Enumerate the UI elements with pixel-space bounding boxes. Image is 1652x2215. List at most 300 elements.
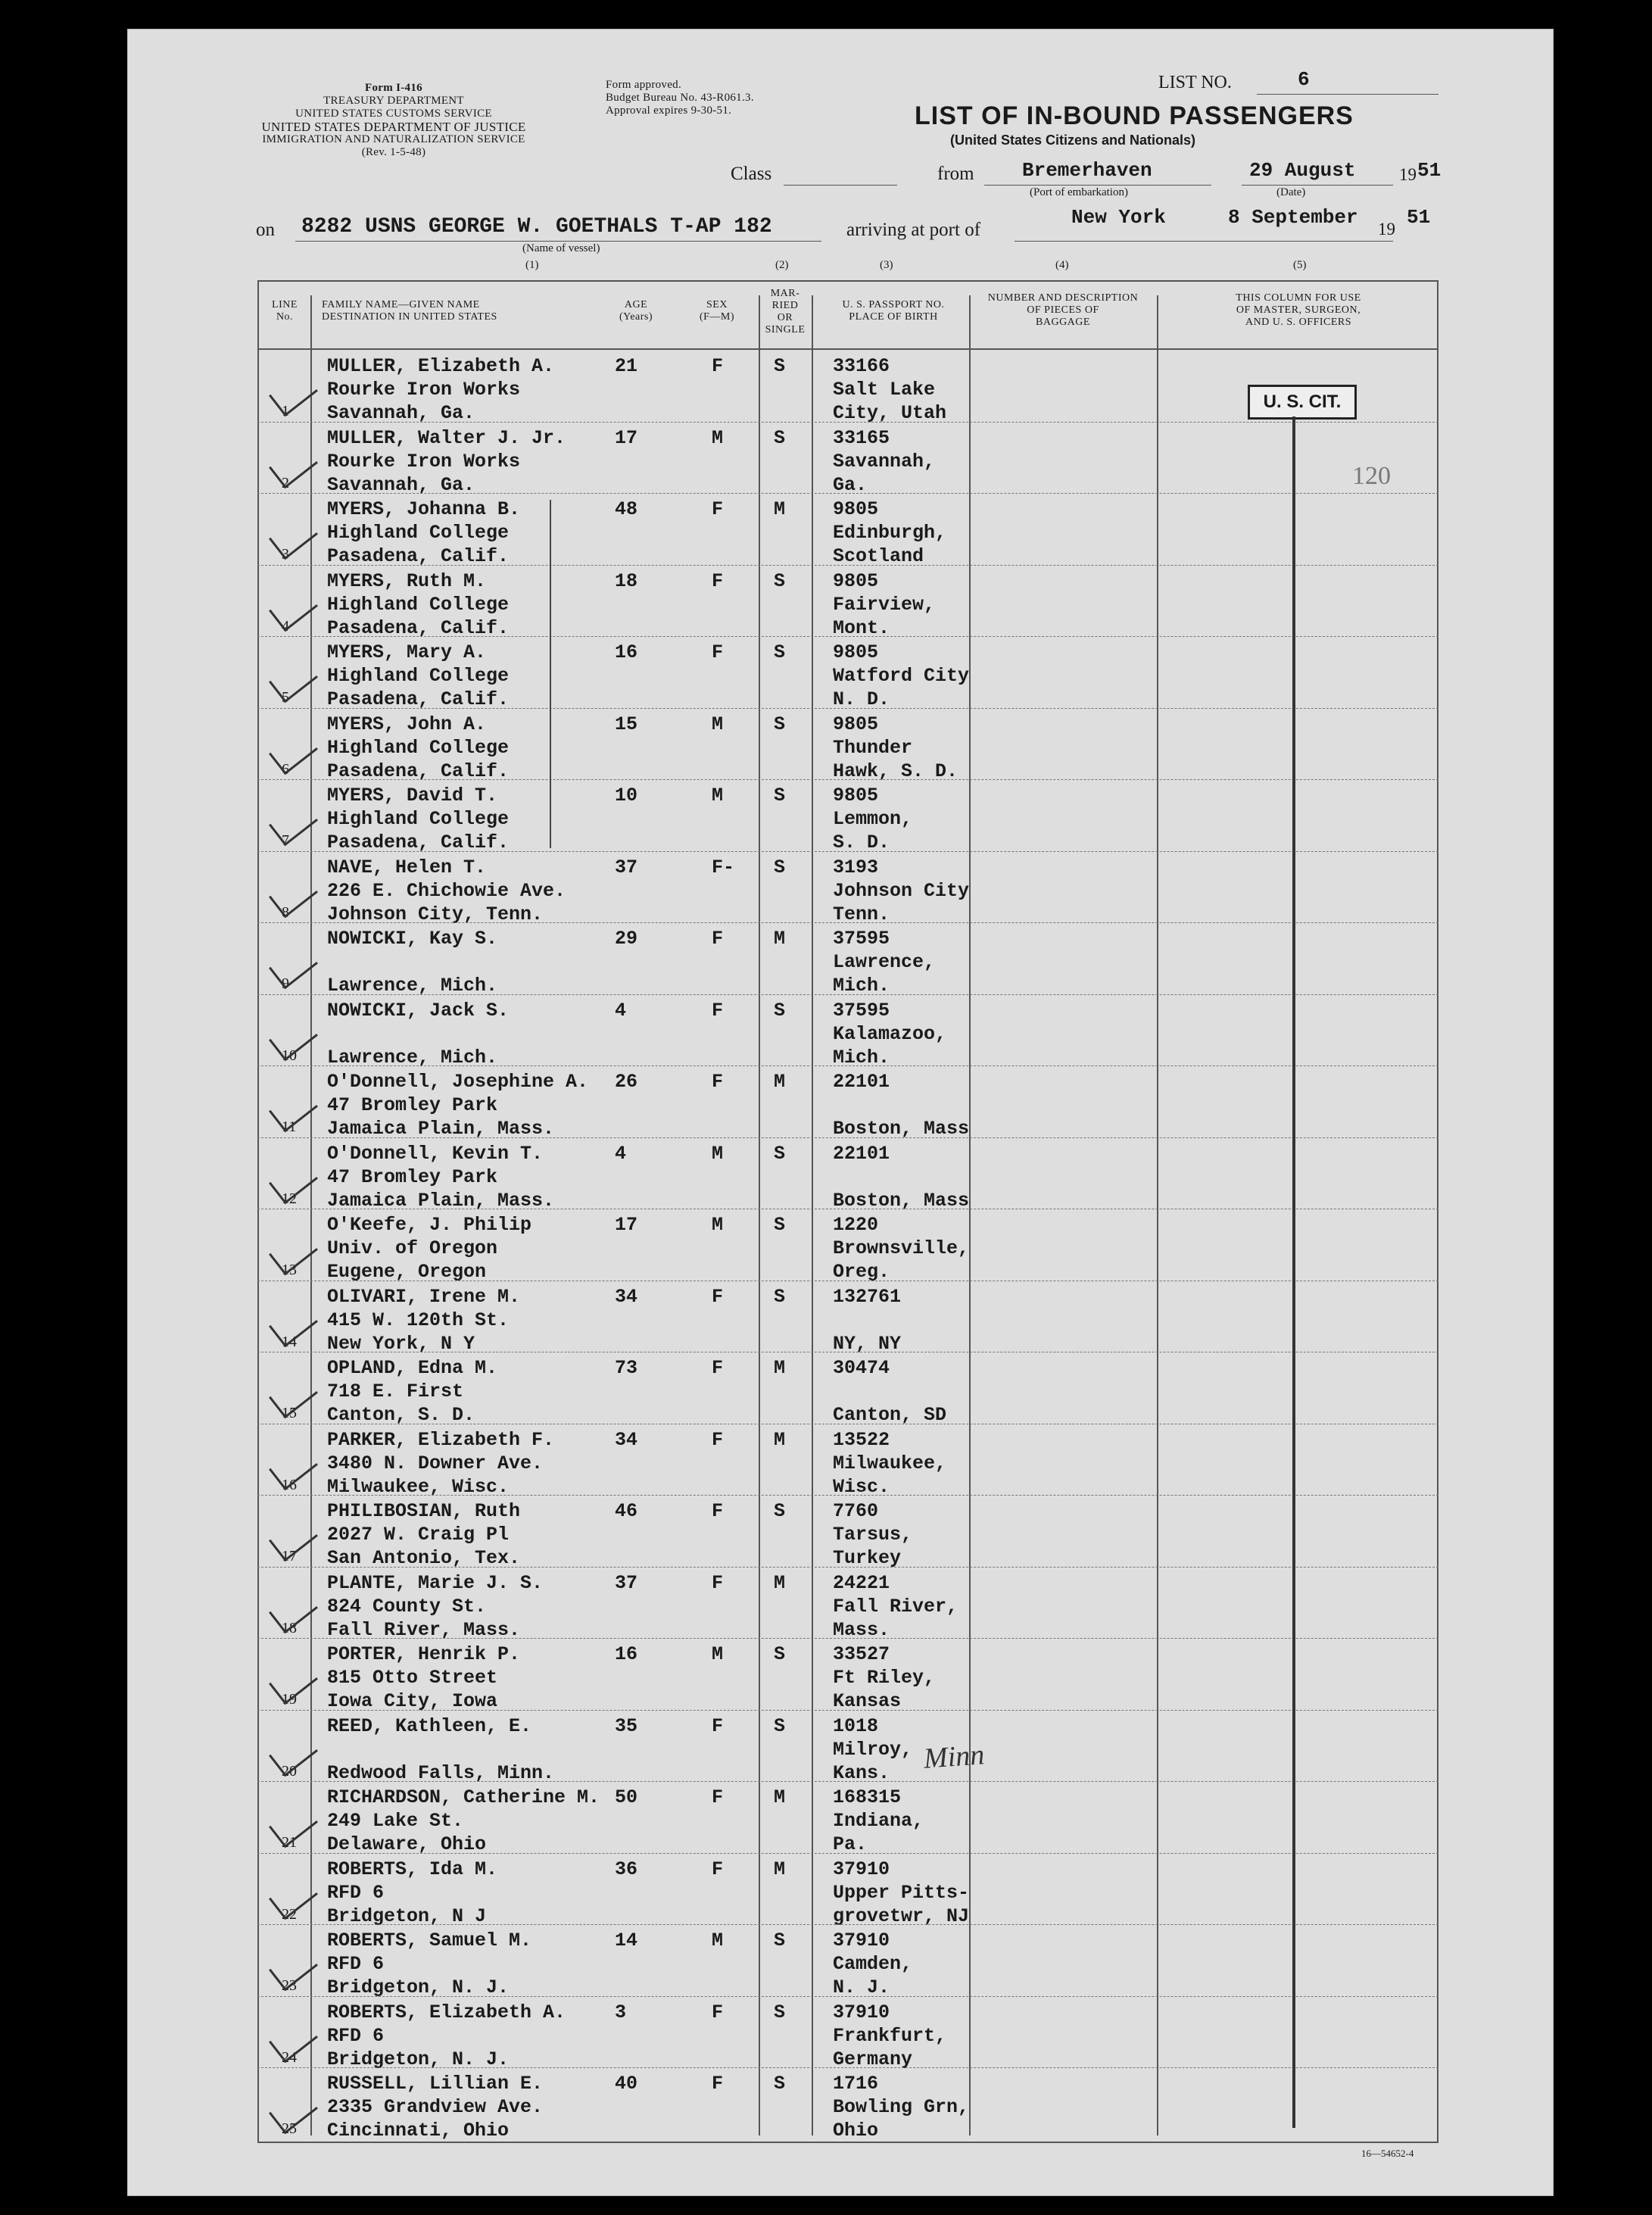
passenger-destination-2: Canton, S. D. — [327, 1404, 475, 1426]
passenger-sex: M — [712, 1930, 724, 1951]
passenger-name: RICHARDSON, Catherine M. — [327, 1786, 600, 1808]
justice-dept: UNITED STATES DEPARTMENT OF JUSTICE — [261, 120, 526, 134]
passenger-destination-2: New York, N Y — [327, 1332, 475, 1355]
passport-number: 22101 — [833, 1071, 890, 1093]
passport-number: 3193 — [833, 856, 879, 878]
passenger-age: 34 — [615, 1428, 638, 1451]
passenger-sex: M — [712, 713, 724, 735]
row-divider — [257, 1853, 1438, 1854]
passenger-destination-1: Rourke Iron Works — [327, 379, 521, 401]
vessel-caption: (Name of vessel) — [522, 242, 600, 254]
passenger-sex: M — [712, 1214, 724, 1236]
birthplace-1: Lemmon, — [833, 808, 913, 830]
passenger-destination-2: Delaware, Ohio — [327, 1833, 487, 1855]
passenger-marital-status: M — [774, 928, 786, 950]
birthplace-1: Watford City — [833, 665, 970, 687]
passenger-destination-1: 2027 W. Craig Pl — [327, 1524, 510, 1546]
passenger-destination-2: Fall River, Mass. — [327, 1618, 521, 1641]
passenger-destination-2: Lawrence, Mich. — [327, 975, 498, 997]
passenger-age: 29 — [615, 928, 638, 950]
departure-year: 51 — [1417, 159, 1442, 182]
passenger-destination-1: 249 Lake St. — [327, 1810, 464, 1832]
passenger-age: 17 — [615, 426, 638, 449]
passenger-name: MYERS, Ruth M. — [327, 569, 487, 592]
passport-number: 9805 — [833, 785, 879, 806]
line-number: 11 — [282, 1118, 297, 1135]
passenger-marital-status: S — [774, 1930, 786, 1951]
passenger-destination-2: Pasadena, Calif. — [327, 616, 510, 639]
passenger-sex: F — [712, 1714, 724, 1737]
form-approved: Form approved. — [606, 79, 682, 91]
row-divider — [257, 851, 1438, 852]
passenger-name: MYERS, Johanna B. — [327, 498, 521, 520]
birthplace-2: Boston, Mass — [833, 1118, 970, 1140]
line-number: 24 — [282, 2048, 297, 2066]
passenger-age: 4 — [615, 1142, 627, 1165]
col-num-3: (3) — [880, 259, 893, 271]
birthplace-2: Mont. — [833, 616, 890, 639]
birthplace-2: Germany — [833, 2048, 913, 2070]
birthplace-1: Tarsus, — [833, 1524, 913, 1546]
passport-number: 24221 — [833, 1571, 890, 1594]
passenger-sex: M — [712, 426, 724, 449]
passenger-age: 3 — [615, 2001, 627, 2023]
passenger-sex: F — [712, 1357, 724, 1379]
passenger-marital-status: S — [774, 2001, 786, 2023]
passport-number: 37595 — [833, 999, 890, 1022]
passenger-sex: M — [712, 1142, 724, 1165]
approval-expires: Approval expires 9-30-51. — [606, 105, 732, 117]
passenger-name: NOWICKI, Jack S. — [327, 999, 510, 1022]
passenger-sex: F — [712, 641, 724, 663]
table-row — [257, 1781, 1438, 1855]
passport-number: 37910 — [833, 1930, 890, 1951]
line-number: 14 — [282, 1333, 297, 1350]
table-row — [257, 779, 1438, 853]
passenger-destination-1: Rourke Iron Works — [327, 450, 521, 473]
table-row — [257, 851, 1438, 925]
passport-number: 7760 — [833, 1500, 879, 1522]
passenger-marital-status: M — [774, 1571, 786, 1594]
passenger-age: 21 — [615, 355, 638, 377]
line-number: 18 — [282, 1619, 297, 1636]
table-row — [257, 1853, 1438, 1927]
passenger-age: 4 — [615, 999, 627, 1022]
passenger-sex: F — [712, 999, 724, 1022]
passport-number: 132761 — [833, 1285, 902, 1308]
birthplace-1: Milwaukee, — [833, 1452, 947, 1474]
passenger-destination-2: Redwood Falls, Minn. — [327, 1761, 555, 1784]
passenger-name: MULLER, Elizabeth A. — [327, 355, 555, 377]
row-divider — [257, 1567, 1438, 1568]
birthplace-1: Indiana, — [833, 1810, 924, 1832]
passenger-sex: F — [712, 2001, 724, 2023]
passenger-name: OLIVARI, Irene M. — [327, 1285, 521, 1308]
passenger-age: 35 — [615, 1714, 638, 1737]
passenger-name: O'Donnell, Josephine A. — [327, 1071, 589, 1093]
budget-bureau: Budget Bureau No. 43-R061.3. — [606, 92, 754, 104]
passenger-age: 16 — [615, 641, 638, 663]
passenger-destination-2: Pasadena, Calif. — [327, 831, 510, 853]
passenger-marital-status: S — [774, 641, 786, 663]
row-divider — [257, 2067, 1438, 2068]
passport-number: 1018 — [833, 1714, 879, 1737]
row-divider — [257, 1065, 1438, 1066]
line-number: 20 — [282, 1762, 297, 1780]
footer-code: 16—54652-4 — [1361, 2148, 1414, 2159]
col-num-1: (1) — [525, 259, 539, 271]
birthplace-1: Upper Pitts- — [833, 1881, 970, 1904]
passenger-destination-1: Highland College — [327, 736, 510, 759]
birthplace-2: S. D. — [833, 831, 890, 853]
passenger-destination-2: Cincinnati, Ohio — [327, 2120, 510, 2142]
passenger-sex: F — [712, 1500, 724, 1522]
passenger-marital-status: S — [774, 1214, 786, 1236]
birthplace-1: Fairview, — [833, 593, 936, 616]
passenger-marital-status: S — [774, 1714, 786, 1737]
passenger-name: O'Keefe, J. Philip — [327, 1214, 532, 1236]
birthplace-2: Oreg. — [833, 1261, 890, 1283]
birthplace-2: grovetwr, NJ — [833, 1905, 970, 1927]
passenger-sex: F — [712, 355, 724, 377]
passenger-name: MYERS, Mary A. — [327, 641, 487, 663]
birthplace-1: Kalamazoo, — [833, 1022, 947, 1045]
line-number: 10 — [282, 1047, 297, 1064]
approval-block — [606, 79, 754, 117]
passport-number: 37910 — [833, 1858, 890, 1880]
us-citizen-stamp: U. S. CIT. — [1248, 385, 1357, 420]
table-row — [257, 565, 1438, 639]
line-number: 16 — [282, 1476, 297, 1493]
table-row — [257, 708, 1438, 782]
arrival-year: 51 — [1407, 206, 1431, 229]
port-of-embarkation: Bremerhaven — [1022, 159, 1152, 182]
passenger-sex: F — [712, 498, 724, 520]
passenger-destination-2: Eugene, Oregon — [327, 1261, 487, 1283]
passport-number: 33166 — [833, 355, 890, 377]
row-divider — [257, 708, 1438, 709]
passenger-destination-2: Iowa City, Iowa — [327, 1690, 498, 1712]
passenger-sex: F — [712, 569, 724, 592]
passenger-destination-2: Bridgeton, N. J. — [327, 1976, 510, 1998]
passport-number: 9805 — [833, 641, 879, 663]
birthplace-1: Savannah, — [833, 450, 936, 473]
passenger-name: PORTER, Henrik P. — [327, 1643, 521, 1665]
passport-number: 37910 — [833, 2001, 890, 2023]
passenger-marital-status: S — [774, 785, 786, 806]
line-number: 2 — [282, 474, 289, 491]
on-label: on — [256, 220, 275, 240]
passenger-sex: F — [712, 1786, 724, 1808]
birthplace-2: Pa. — [833, 1833, 868, 1855]
line-number: 13 — [282, 1262, 297, 1278]
margin-number: 120 — [1352, 462, 1391, 490]
birthplace-1: Frankfurt, — [833, 2024, 947, 2047]
birthplace-1: Bowling Grn, — [833, 2096, 970, 2118]
class-label: Class — [731, 164, 772, 184]
table-row — [257, 1209, 1438, 1283]
passenger-sex: F- — [712, 856, 735, 878]
table-row — [257, 636, 1438, 710]
passenger-sex: F — [712, 2073, 724, 2095]
passport-number: 33527 — [833, 1643, 890, 1665]
passenger-sex: F — [712, 1858, 724, 1880]
passenger-destination-1: Highland College — [327, 593, 510, 616]
table-row — [257, 1996, 1438, 2070]
passenger-sex: F — [712, 1285, 724, 1308]
passenger-destination-1: 415 W. 120th St. — [327, 1309, 510, 1331]
row-divider — [257, 1495, 1438, 1496]
passenger-sex: F — [712, 928, 724, 950]
passenger-name: MYERS, John A. — [327, 713, 487, 735]
passport-number: 30474 — [833, 1357, 890, 1379]
line-number: 19 — [282, 1691, 297, 1708]
table-row — [257, 1710, 1438, 1784]
line-number: 21 — [282, 1834, 297, 1851]
row-divider — [257, 1924, 1438, 1925]
birthplace-1: Milroy, — [833, 1738, 913, 1761]
birthplace-2: Canton, SD — [833, 1404, 947, 1426]
birthplace-2: Turkey — [833, 1547, 902, 1569]
passenger-destination-1: Univ. of Oregon — [327, 1237, 498, 1259]
passport-number: 13522 — [833, 1428, 890, 1451]
passenger-destination-2: Savannah, Ga. — [327, 473, 475, 496]
passenger-marital-status: S — [774, 1285, 786, 1308]
passenger-name: ROBERTS, Samuel M. — [327, 1930, 532, 1951]
passenger-name: MULLER, Walter J. Jr. — [327, 426, 566, 449]
passport-number: 9805 — [833, 713, 879, 735]
passenger-destination-2: Lawrence, Mich. — [327, 1046, 498, 1069]
header-line-no: LINE No. — [272, 299, 298, 323]
passenger-destination-1: 718 E. First — [327, 1380, 464, 1402]
passenger-marital-status: M — [774, 1858, 786, 1880]
list-no-label: LIST NO. — [1158, 73, 1232, 92]
passenger-age: 17 — [615, 1214, 638, 1236]
handwritten-note: Minn — [922, 1739, 986, 1775]
row-divider — [257, 922, 1438, 923]
birthplace-2: NY, NY — [833, 1332, 902, 1355]
arrival-year-prefix: 19 — [1378, 220, 1395, 239]
table-row — [257, 1567, 1438, 1641]
birthplace-1: Edinburgh, — [833, 522, 947, 544]
passenger-name: REED, Kathleen, E. — [327, 1714, 532, 1737]
passenger-destination-2: Pasadena, Calif. — [327, 688, 510, 710]
passport-number: 22101 — [833, 1142, 890, 1165]
birthplace-2: Kans. — [833, 1761, 890, 1784]
table-row — [257, 1137, 1438, 1212]
passenger-age: 50 — [615, 1786, 638, 1808]
passenger-name: ROBERTS, Ida M. — [327, 1858, 498, 1880]
passport-number: 168315 — [833, 1786, 902, 1808]
table-row — [257, 1924, 1438, 1998]
passenger-destination-1: 226 E. Chichowie Ave. — [327, 879, 566, 902]
passenger-destination-1: 3480 N. Downer Ave. — [327, 1452, 544, 1474]
passenger-destination-1: RFD 6 — [327, 2024, 385, 2047]
passenger-marital-status: S — [774, 713, 786, 735]
form-number: Form I-416 — [365, 82, 422, 94]
passenger-name: OPLAND, Edna M. — [327, 1357, 498, 1379]
passenger-name: O'Donnell, Kevin T. — [327, 1142, 544, 1165]
header-officers: THIS COLUMN FOR USE OF MASTER, SURGEON, AND U. S. OFFICERS — [1236, 292, 1361, 328]
list-number: 6 — [1298, 68, 1310, 91]
passenger-age: 48 — [615, 498, 638, 520]
passenger-marital-status: S — [774, 856, 786, 878]
line-number: 6 — [282, 760, 289, 778]
header-baggage: NUMBER AND DESCRIPTION OF PIECES OF BAGGAGE — [987, 292, 1139, 328]
line-number: 1 — [282, 403, 289, 420]
passenger-sex: F — [712, 1428, 724, 1451]
col-num-2: (2) — [775, 259, 789, 271]
line-number: 15 — [282, 1405, 297, 1421]
passenger-destination-1: Highland College — [327, 665, 510, 687]
table-row — [257, 1065, 1438, 1140]
table-row — [257, 1638, 1438, 1712]
passenger-name: ROBERTS, Elizabeth A. — [327, 2001, 566, 2023]
table-row — [257, 493, 1438, 567]
passenger-name: MYERS, David T. — [327, 785, 498, 806]
birthplace-2: Mich. — [833, 975, 890, 997]
passenger-marital-status: S — [774, 1142, 786, 1165]
row-divider — [257, 779, 1438, 780]
line-number: 5 — [282, 689, 289, 706]
immigration-service: IMMIGRATION AND NATURALIZATION SERVICE — [262, 133, 525, 145]
line-number: 12 — [282, 1190, 297, 1207]
passenger-name: NOWICKI, Kay S. — [327, 928, 498, 950]
birthplace-2: Boston, Mass — [833, 1189, 970, 1212]
passport-number: 1220 — [833, 1214, 879, 1236]
line-number: 23 — [282, 1977, 297, 1994]
line-number: 3 — [282, 546, 289, 563]
passenger-destination-2: Pasadena, Calif. — [327, 545, 510, 567]
passenger-marital-status: M — [774, 1071, 786, 1093]
passenger-destination-1: RFD 6 — [327, 1881, 385, 1904]
line-number: 9 — [282, 975, 289, 992]
passenger-age: 18 — [615, 569, 638, 592]
passenger-marital-status: S — [774, 569, 786, 592]
passenger-marital-status: S — [774, 426, 786, 449]
passenger-age: 40 — [615, 2073, 638, 2095]
passenger-destination-2: Milwaukee, Wisc. — [327, 1475, 510, 1498]
passenger-marital-status: S — [774, 2073, 786, 2095]
passenger-marital-status: S — [774, 1500, 786, 1522]
passenger-destination-1: 824 County St. — [327, 1595, 487, 1618]
passenger-age: 26 — [615, 1071, 638, 1093]
row-divider — [257, 994, 1438, 995]
table-row — [257, 994, 1438, 1069]
family-bracket — [550, 500, 551, 848]
passenger-name: NAVE, Helen T. — [327, 856, 487, 878]
birthplace-2: Tenn. — [833, 903, 890, 925]
table-row — [257, 1281, 1438, 1355]
row-divider — [257, 636, 1438, 637]
birthplace-1: Fall River, — [833, 1595, 958, 1618]
passenger-age: 36 — [615, 1858, 638, 1880]
passenger-destination-1: 815 Otto Street — [327, 1667, 498, 1689]
passenger-marital-status: S — [774, 355, 786, 377]
table-row — [257, 1352, 1438, 1426]
birthplace-2: Ga. — [833, 473, 868, 496]
passenger-age: 46 — [615, 1500, 638, 1522]
form-title: LIST OF IN-BOUND PASSENGERS — [915, 101, 1354, 130]
line-number: 25 — [282, 2120, 297, 2137]
birthplace-1: Lawrence, — [833, 951, 936, 973]
passenger-age: 37 — [615, 856, 638, 878]
row-divider — [257, 1710, 1438, 1711]
passenger-sex: M — [712, 1643, 724, 1665]
passenger-age: 16 — [615, 1643, 638, 1665]
line-number: 17 — [282, 1548, 297, 1565]
header-sex: SEX (F—M) — [699, 299, 735, 323]
birthplace-2: N. D. — [833, 688, 890, 710]
passenger-destination-1: Highland College — [327, 808, 510, 830]
form-subtitle: (United States Citizens and Nationals) — [950, 133, 1196, 148]
header-age: AGE (Years) — [619, 299, 653, 323]
passport-number: 33165 — [833, 426, 890, 449]
col-num-4: (4) — [1055, 259, 1069, 271]
passport-number: 9805 — [833, 569, 879, 592]
birthplace-2: Wisc. — [833, 1475, 890, 1498]
passenger-destination-2: San Antonio, Tex. — [327, 1547, 521, 1569]
passenger-destination-1: 47 Bromley Park — [327, 1094, 498, 1116]
row-divider — [257, 493, 1438, 494]
birthplace-2: Scotland — [833, 545, 924, 567]
passenger-destination-1: RFD 6 — [327, 1953, 385, 1975]
passenger-marital-status: S — [774, 1643, 786, 1665]
passenger-age: 37 — [615, 1571, 638, 1594]
passenger-sex: M — [712, 785, 724, 806]
passenger-age: 73 — [615, 1357, 638, 1379]
port-caption: (Port of embarkation) — [1030, 186, 1128, 198]
departure-date: 29 August — [1249, 159, 1356, 182]
table-row — [257, 922, 1438, 997]
passenger-age: 10 — [615, 785, 638, 806]
arrival-port: New York — [1071, 206, 1166, 229]
passenger-destination-2: Bridgeton, N. J. — [327, 2048, 510, 2070]
header-passport: U. S. PASSPORT NO. PLACE OF BIRTH — [842, 299, 945, 323]
form-agency-block — [250, 82, 538, 159]
passenger-marital-status: M — [774, 1357, 786, 1379]
passport-number: 9805 — [833, 498, 879, 520]
table-row — [257, 422, 1438, 496]
year-prefix: 19 — [1399, 165, 1417, 184]
line-number: 7 — [282, 832, 289, 849]
passenger-sex: F — [712, 1071, 724, 1093]
line-number: 22 — [282, 1905, 297, 1923]
line-number: 4 — [282, 617, 289, 635]
header-married: MAR- RIED OR SINGLE — [765, 288, 806, 335]
row-divider — [257, 422, 1438, 423]
passenger-destination-2: Pasadena, Calif. — [327, 760, 510, 782]
birthplace-1: Johnson City — [833, 879, 970, 902]
passenger-destination-1: 47 Bromley Park — [327, 1165, 498, 1188]
birthplace-1: Brownsville, — [833, 1237, 970, 1259]
vessel-name: 8282 USNS GEORGE W. GOETHALS T-AP 182 — [301, 215, 772, 239]
passenger-destination-1: Highland College — [327, 522, 510, 544]
revision: (Rev. 1-5-48) — [361, 146, 426, 158]
table-row — [257, 1424, 1438, 1498]
line-number: 8 — [282, 903, 289, 921]
passenger-destination-2: Jamaica Plain, Mass. — [327, 1189, 555, 1212]
passport-number: 37595 — [833, 928, 890, 950]
passenger-age: 15 — [615, 713, 638, 735]
customs-service: UNITED STATES CUSTOMS SERVICE — [295, 108, 492, 120]
passenger-name: PLANTE, Marie J. S. — [327, 1571, 544, 1594]
passenger-marital-status: M — [774, 498, 786, 520]
stamp-vertical-line — [1292, 416, 1295, 2128]
birthplace-1: Salt Lake — [833, 379, 936, 401]
birthplace-2: Ohio — [833, 2120, 879, 2142]
birthplace-2: Mass. — [833, 1618, 890, 1641]
